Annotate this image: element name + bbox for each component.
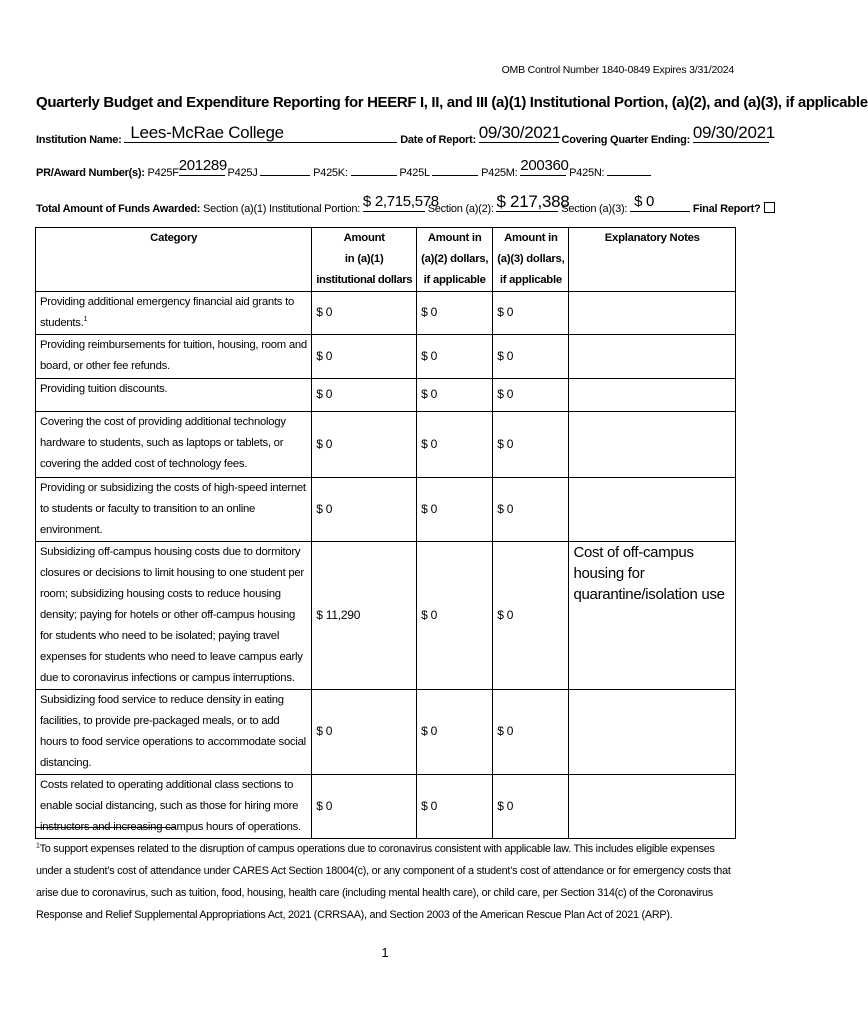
a1-total-field[interactable]	[362, 193, 439, 212]
a2-total-field[interactable]	[496, 192, 570, 212]
total-awarded-label: Total Amount of Funds Awarded:	[36, 203, 201, 215]
footnote-text: To support expenses related to the disruption of campus operations due to coronavirus consistent with applicable law. This includes eligible expenses under a student’s cost of attendance under CARES Act Section 18004(c), or any component of a student’s cost of attendance or for emergency costs that arise due to coronavirus, such as tuition, food, housing, health care (including mental health care), or child care, per Section 314(c) of the Coronavirus Response and Relief Supplemental Appropriations Act, 2021 (CRRSAA), and Section 2003 of the American Rescue Plan Act of 2021 (ARP).	[36, 843, 731, 921]
notes-cell[interactable]	[569, 690, 736, 775]
a3-amount-header: Amount in (a)(3) dollars, if applicable	[493, 228, 569, 292]
institution-name-value: Lees-McRae College	[130, 123, 284, 142]
a2-amount-cell[interactable]: $ 0	[417, 292, 493, 335]
notes-cell[interactable]: Cost of off-campus housing for quarantine/isolation use	[569, 542, 736, 690]
a2-amount-cell[interactable]: $ 0	[417, 335, 493, 379]
footnote-mark: 1	[83, 316, 88, 324]
form-title: Quarterly Budget and Expenditure Reporting for HEERF I, II, and III (a)(1) Institutional Portion, (a)(2), and (a)(3), if applicable	[36, 94, 868, 111]
a2-amount-cell[interactable]: $ 0	[417, 542, 493, 690]
table-row	[36, 292, 736, 335]
p425j-label: P425J	[227, 167, 258, 179]
p425f-value: 201289	[178, 157, 227, 174]
table-row	[36, 690, 736, 775]
a2-amount-cell[interactable]: $ 0	[417, 690, 493, 775]
a1-amount-cell[interactable]: $ 0	[312, 412, 417, 478]
a1-total-value: $ 2,715,578	[362, 193, 439, 210]
p425f-field[interactable]	[178, 157, 227, 176]
footnote-divider	[36, 827, 176, 828]
quarter-ending-label: Covering Quarter Ending:	[561, 134, 691, 146]
a1-amount-cell[interactable]: $ 11,290	[312, 542, 417, 690]
category-cell: Covering the cost of providing additional technology hardware to students, such as laptops or tablets, or covering the added cost of technology fees.	[36, 412, 312, 478]
notes-cell[interactable]	[569, 335, 736, 379]
p425l-field[interactable]	[432, 163, 478, 176]
a3-amount-cell[interactable]: $ 0	[493, 335, 569, 379]
notes-cell[interactable]	[569, 775, 736, 839]
a3-amount-cell[interactable]: $ 0	[493, 690, 569, 775]
date-of-report-field[interactable]	[478, 123, 561, 143]
table-row	[36, 775, 736, 839]
p425m-value: 200360	[520, 157, 569, 174]
p425m-field[interactable]	[520, 157, 569, 176]
a2-amount-cell[interactable]: $ 0	[417, 775, 493, 839]
a3-total-value: $ 0	[634, 193, 655, 210]
date-of-report-label: Date of Report:	[400, 134, 476, 146]
notes-cell[interactable]	[569, 292, 736, 335]
category-cell: Costs related to operating additional class sections to enable social distancing, such as those for hiring more instructors and increasing campus hours of operations.	[36, 775, 312, 839]
a1-amount-cell[interactable]: $ 0	[312, 775, 417, 839]
a2-amount-cell[interactable]: $ 0	[417, 379, 493, 412]
a2-section-label: Section (a)(2):	[427, 203, 494, 215]
category-cell: Providing tuition discounts.	[36, 379, 312, 412]
quarter-ending-value: 09/30/2021	[692, 123, 775, 142]
a1-amount-header: Amount in (a)(1) institutional dollars	[312, 228, 417, 292]
footnote-number: 1	[36, 842, 40, 850]
a3-amount-cell[interactable]: $ 0	[493, 412, 569, 478]
a3-total-field[interactable]	[630, 193, 690, 212]
footnote	[36, 838, 738, 926]
a3-amount-cell[interactable]: $ 0	[493, 775, 569, 839]
category-header: Category	[36, 228, 312, 292]
date-of-report-value: 09/30/2021	[478, 123, 561, 142]
category-cell: Providing reimbursements for tuition, housing, room and board, or other fee refunds.	[36, 335, 312, 379]
category-cell: Providing or subsidizing the costs of high-speed internet to students or faculty to transition to an online environment.	[36, 478, 312, 542]
a1-amount-cell[interactable]: $ 0	[312, 292, 417, 335]
notes-cell[interactable]	[569, 478, 736, 542]
a3-section-label: Section (a)(3):	[561, 203, 628, 215]
a1-section-label: Section (a)(1) Institutional Portion:	[203, 203, 361, 215]
category-cell: Subsidizing off-campus housing costs due to dormitory closures or decisions to limit housing to one student per room; subsidizing housing costs to reduce housing density; paying for hotels or other off-campus housing for students who need to be isolated; paying travel expenses for students who need to leave campus early due to coronavirus infections or campus interruptions.	[36, 542, 312, 690]
award-line	[36, 157, 651, 179]
institution-name-field[interactable]	[124, 123, 397, 143]
final-report-label: Final Report?	[692, 203, 761, 215]
omb-control-number: OMB Control Number 1840-0849 Expires 3/31/2024	[501, 64, 734, 76]
a2-amount-header: Amount in (a)(2) dollars, if applicable	[417, 228, 493, 292]
totals-line	[36, 192, 775, 215]
p425k-field[interactable]	[351, 163, 397, 176]
p425j-field[interactable]	[260, 163, 310, 176]
institution-line	[36, 123, 775, 146]
a1-amount-cell[interactable]: $ 0	[312, 478, 417, 542]
table-row	[36, 335, 736, 379]
a2-amount-cell[interactable]: $ 0	[417, 478, 493, 542]
a3-amount-cell[interactable]: $ 0	[493, 379, 569, 412]
a2-total-value: $ 217,388	[496, 192, 570, 211]
table-row	[36, 478, 736, 542]
category-cell: Providing additional emergency financial aid grants to students.$^1$	[36, 292, 312, 335]
page-number: 1	[381, 945, 389, 960]
final-report-checkbox[interactable]	[764, 202, 775, 213]
p425m-label: P425M:	[481, 167, 518, 179]
p425n-field[interactable]	[607, 163, 651, 176]
category-cell: Subsidizing food service to reduce density in eating facilities, to provide pre-packaged meals, or to add hours to food service operations to accommodate social distancing.	[36, 690, 312, 775]
institution-name-label: Institution Name:	[36, 134, 122, 146]
table-header-row	[36, 228, 736, 292]
a3-amount-cell[interactable]: $ 0	[493, 478, 569, 542]
table-row	[36, 542, 736, 690]
award-label: PR/Award Number(s):	[36, 167, 145, 179]
notes-cell[interactable]	[569, 412, 736, 478]
notes-cell[interactable]	[569, 379, 736, 412]
a3-amount-cell[interactable]: $ 0	[493, 542, 569, 690]
p425n-label: P425N:	[569, 167, 605, 179]
p425f-label: P425F	[147, 167, 179, 179]
notes-header: Explanatory Notes	[569, 228, 736, 292]
quarter-ending-field[interactable]	[692, 123, 775, 143]
p425k-label: P425K:	[313, 167, 348, 179]
a1-amount-cell[interactable]: $ 0	[312, 690, 417, 775]
a3-amount-cell[interactable]: $ 0	[493, 292, 569, 335]
a2-amount-cell[interactable]: $ 0	[417, 412, 493, 478]
a1-amount-cell[interactable]: $ 0	[312, 335, 417, 379]
table-row	[36, 379, 736, 412]
expenditure-table	[35, 227, 736, 839]
p425l-label: P425L	[399, 167, 430, 179]
a1-amount-cell[interactable]: $ 0	[312, 379, 417, 412]
table-row	[36, 412, 736, 478]
